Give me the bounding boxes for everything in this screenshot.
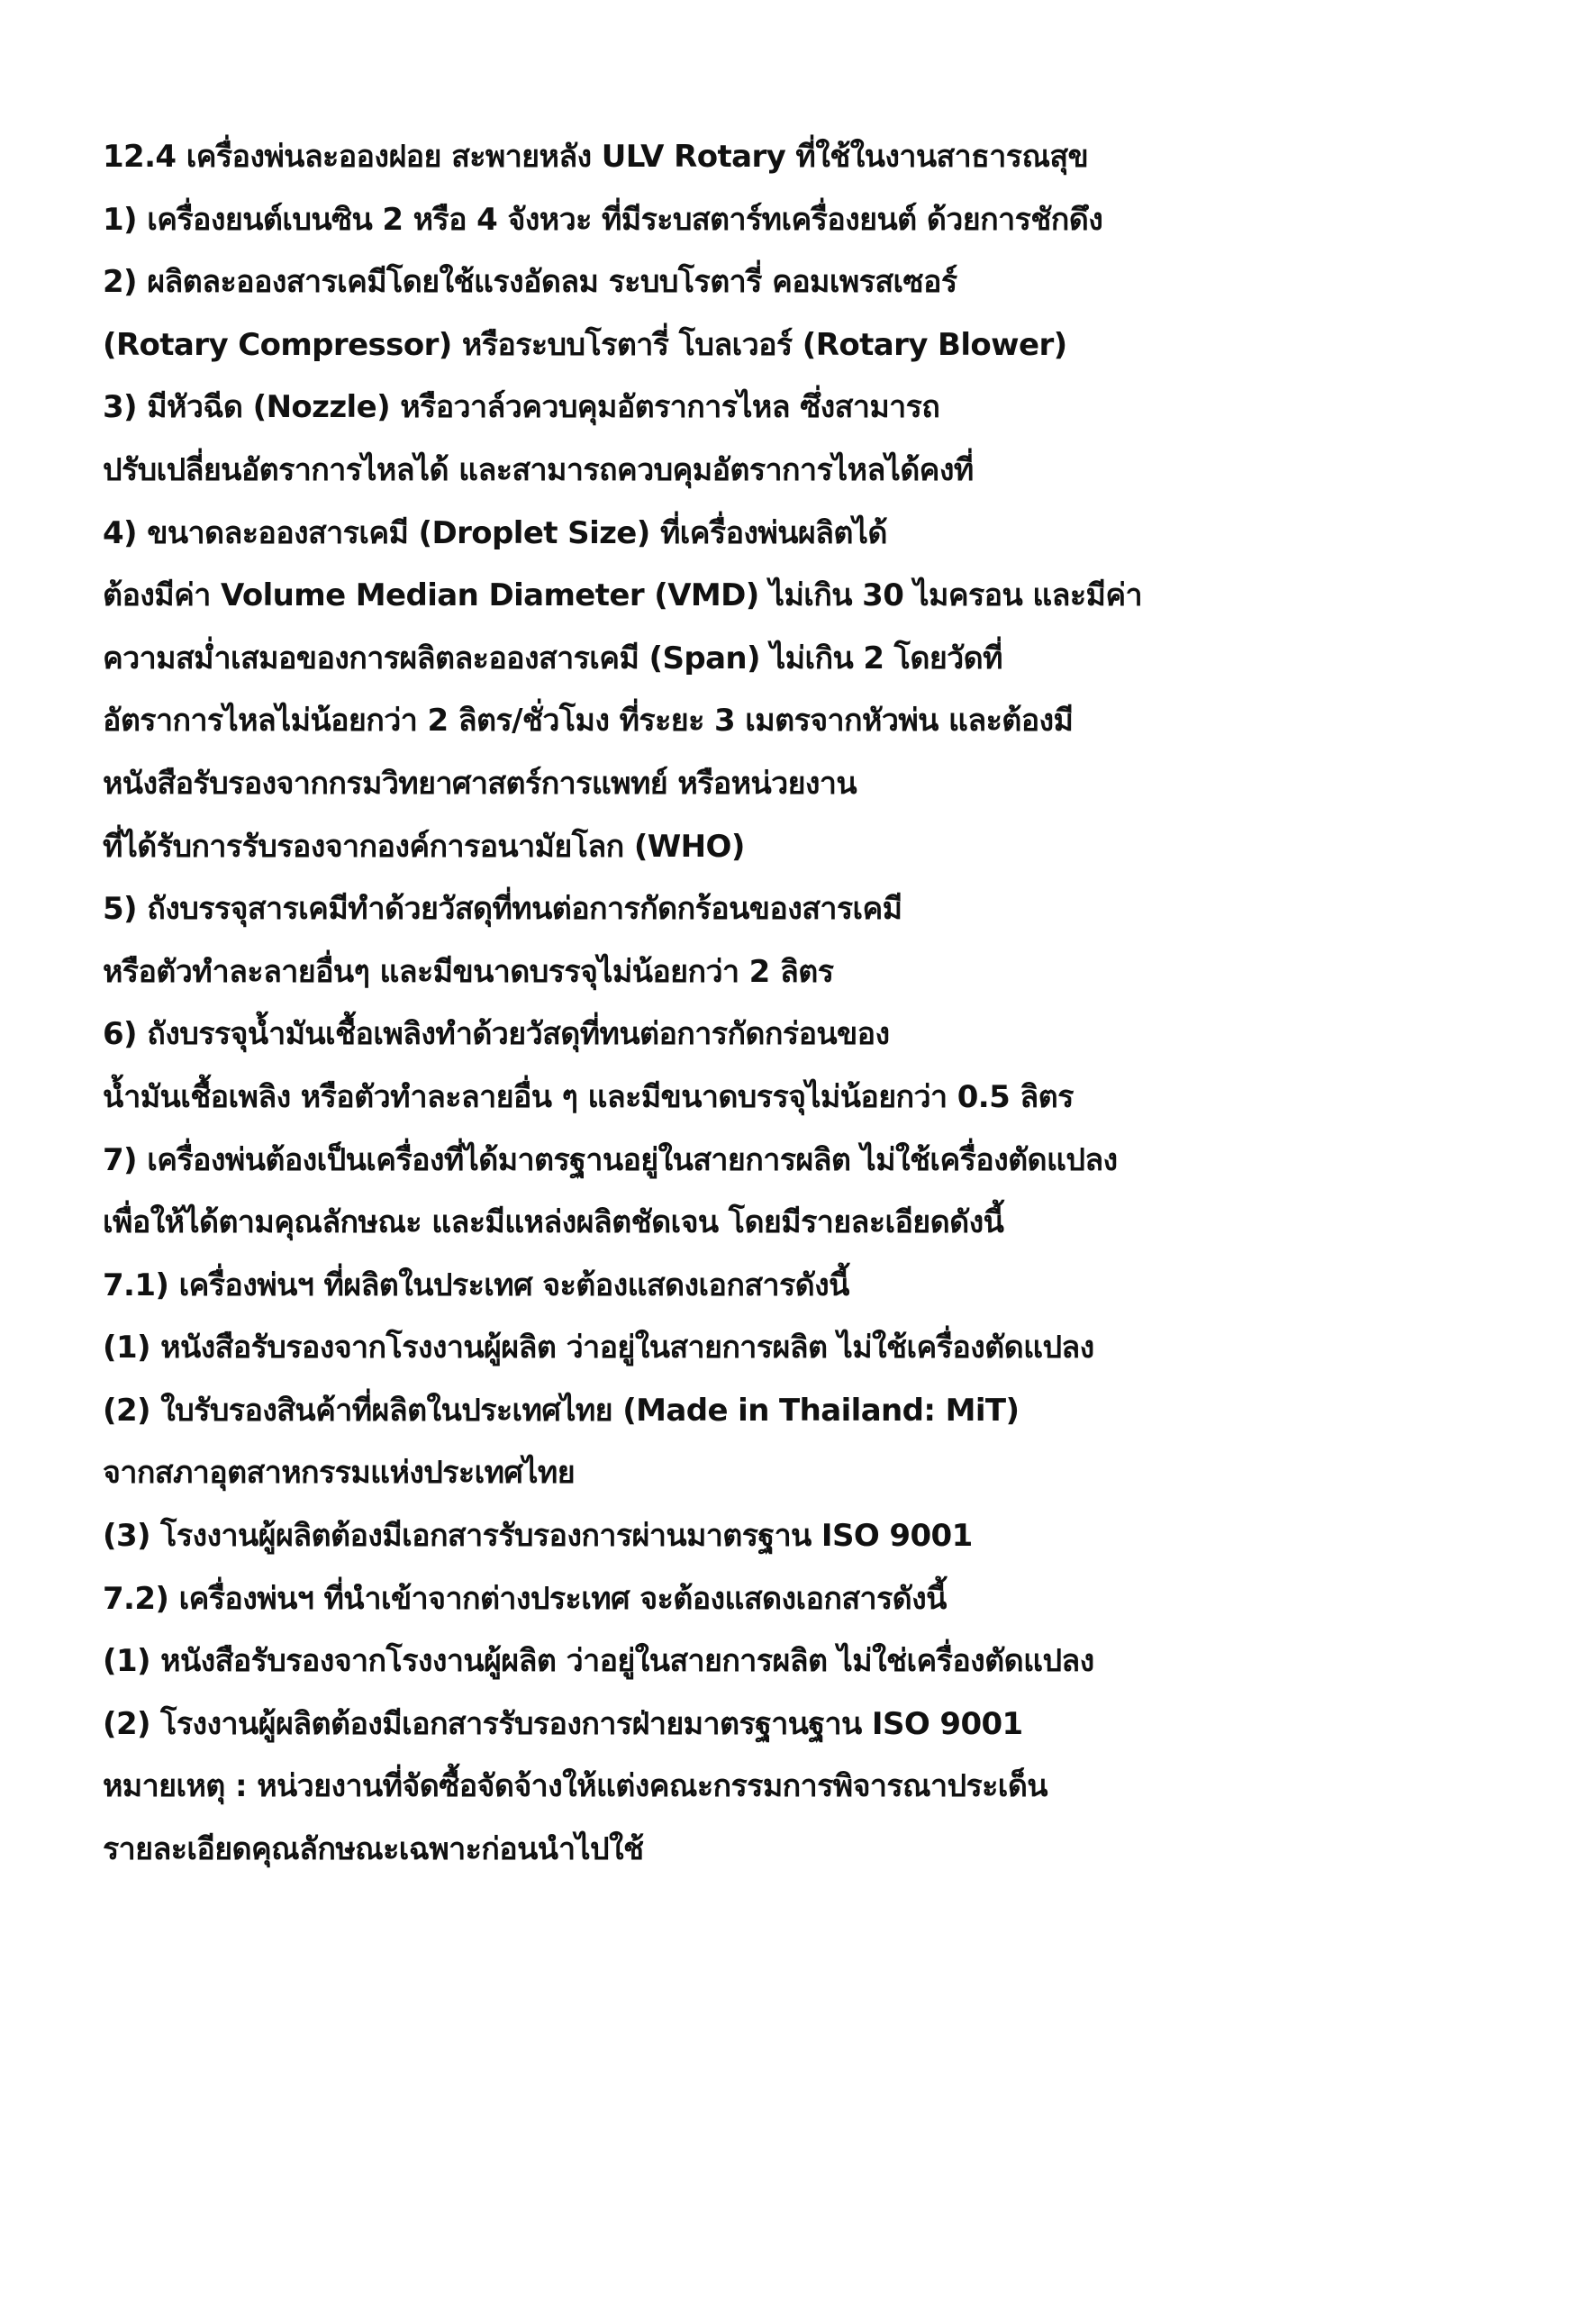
spec-line: (2) โรงงานผู้ผลิตต้องมีเอกสารรับรองการฝ่ายมาตรฐานฐาน ISO 9001 — [103, 1705, 1023, 1742]
spec-line: (2) ใบรับรองสินค้าที่ผลิตในประเทศไทย (Made in Thailand: MiT) — [103, 1392, 1020, 1429]
spec-line: ที่ได้รับการรับรองจากองค์การอนามัยโลก (WHO) — [103, 828, 745, 865]
spec-line: ปรับเปลี่ยนอัตราการไหลได้ และสามารถควบคุมอัตราการไหลได้คงที่ — [103, 451, 974, 488]
section-heading: 12.4 เครื่องพ่นละอองฝอย สะพายหลัง ULV Rotary ที่ใช้ในงานสาธารณสุข — [103, 139, 1089, 175]
spec-line: (Rotary Compressor) หรือระบบโรตารี่ โบลเวอร์ (Rotary Blower) — [103, 326, 1067, 363]
spec-line: ความสม่ำเสมอของการผลิตละอองสารเคมี (Span) ไม่เกิน 2 โดยวัดที่ — [103, 640, 1002, 676]
spec-line: 7) เครื่องพ่นต้องเป็นเครื่องที่ได้มาตรฐานอยู่ในสายการผลิต ไม่ใช้เครื่องตัดแปลง — [103, 1141, 1118, 1178]
document-body — [103, 126, 1508, 1882]
remark-line: รายละเอียดคุณลักษณะเฉพาะก่อนนำไปใช้ — [103, 1831, 644, 1868]
spec-line: (1) หนังสือรับรองจากโรงงานผู้ผลิต ว่าอยู่ในสายการผลิต ไม่ใช้เครื่องตัดแปลง — [103, 1330, 1094, 1366]
spec-line: 3) มีหัวฉีด (Nozzle) หรือวาล์วควบคุมอัตราการไหล ซึ่งสามารถ — [103, 389, 940, 426]
spec-line: (1) หนังสือรับรองจากโรงงานผู้ผลิต ว่าอยู่ในสายการผลิต ไม่ใช่เครื่องตัดแปลง — [103, 1643, 1094, 1680]
spec-line: จากสภาอุตสาหกรรมแห่งประเทศไทย — [103, 1455, 576, 1492]
spec-line: 6) ถังบรรจุน้ำมันเชื้อเพลิงทำด้วยวัสดุที่ทนต่อการกัดกร่อนของ — [103, 1016, 890, 1053]
spec-line: เพื่อให้ได้ตามคุณลักษณะ และมีแหล่งผลิตชัดเจน โดยมีรายละเอียดดังนี้ — [103, 1204, 1004, 1241]
spec-line: อัตราการไหลไม่น้อยกว่า 2 ลิตร/ชั่วโมง ที่ระยะ 3 เมตรจากหัวพ่น และต้องมี — [103, 703, 1074, 740]
spec-line: 4) ขนาดละอองสารเคมี (Droplet Size) ที่เครื่องพ่นผลิตได้ — [103, 514, 887, 551]
spec-line: ต้องมีค่า Volume Median Diameter (VMD) ไม่เกิน 30 ไมครอน และมีค่า — [103, 577, 1142, 614]
spec-line: หรือตัวทำละลายอื่นๆ และมีขนาดบรรจุไม่น้อยกว่า 2 ลิตร — [103, 953, 834, 990]
spec-line: (3) โรงงานผู้ผลิตต้องมีเอกสารรับรองการผ่านมาตรฐาน ISO 9001 — [103, 1518, 973, 1555]
subsection-heading: 7.1) เครื่องพ่นฯ ที่ผลิตในประเทศ จะต้องแสดงเอกสารดังนี้ — [103, 1266, 849, 1303]
spec-line: หนังสือรับรองจากกรมวิทยาศาสตร์การแพทย์ หรือหน่วยงาน — [103, 765, 857, 802]
spec-line: 2) ผลิตละอองสารเคมีโดยใช้แรงอัดลม ระบบโรตารี่ คอมเพรสเซอร์ — [103, 264, 957, 301]
remark-line: หมายเหตุ : หน่วยงานที่จัดซื้อจัดจ้างให้แต่งคณะกรรมการพิจารณาประเด็น — [103, 1768, 1047, 1805]
spec-line: น้ำมันเชื้อเพลิง หรือตัวทำละลายอื่น ๆ และมีขนาดบรรจุไม่น้อยกว่า 0.5 ลิตร — [103, 1078, 1074, 1115]
spec-line: 5) ถังบรรจุสารเคมีทำด้วยวัสดุที่ทนต่อการกัดกร้อนของสารเคมี — [103, 891, 902, 928]
spec-line: 1) เครื่องยนต์เบนซิน 2 หรือ 4 จังหวะ ที่มีระบสตาร์ทเครื่องยนต์ ด้วยการชักดึง — [103, 201, 1103, 238]
subsection-heading: 7.2) เครื่องพ่นฯ ที่นำเข้าจากต่างประเทศ จะต้องแสดงเอกสารดังนี้ — [103, 1580, 947, 1617]
